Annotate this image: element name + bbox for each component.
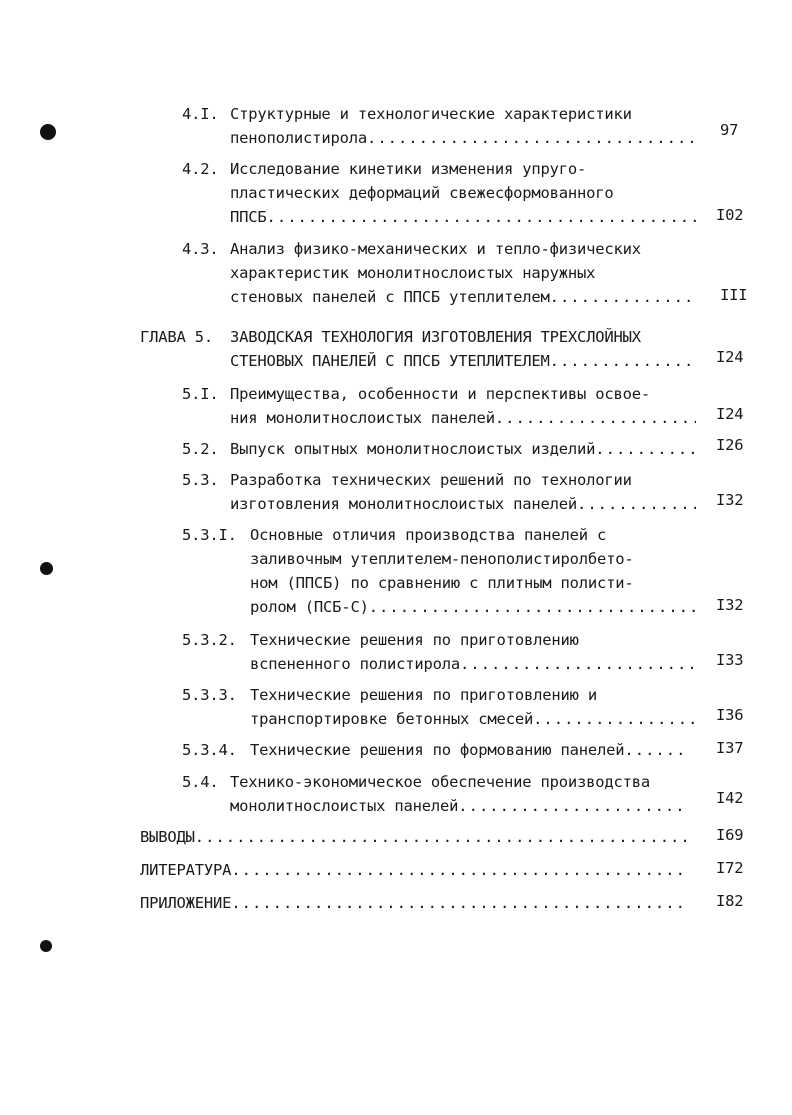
toc-entry-number: 4.I. xyxy=(182,105,219,123)
leader-dots xyxy=(595,437,696,461)
toc-entry-page: I72 xyxy=(716,859,744,877)
toc-entry-title-line: транспортировке бетонных смесей xyxy=(250,710,534,728)
toc-entry-title-line: вспененного полистирола xyxy=(250,655,461,673)
toc-entry-page: I32 xyxy=(716,491,744,509)
toc-entry-page: I36 xyxy=(716,706,744,724)
toc-entry-title-line: пенополистирола xyxy=(230,129,367,147)
toc-entry-title-line: ЗАВОДСКАЯ ТЕХНОЛОГИЯ ИЗГОТОВЛЕНИЯ ТРЕХСЛОЙНЫХ xyxy=(230,328,641,346)
toc-entry-page: III xyxy=(720,286,748,304)
toc-entry-number: 5.3. xyxy=(182,471,219,489)
leader-dots xyxy=(267,205,696,229)
toc-entry-number: 5.3.I. xyxy=(182,526,237,544)
toc-entry-number: 5.3.3. xyxy=(182,686,237,704)
leader-dots xyxy=(460,652,696,676)
toc-entry-title-line: ВЫВОДЫ xyxy=(140,828,195,846)
binder-hole-top xyxy=(40,124,56,140)
leader-dots xyxy=(458,794,686,818)
toc-entry-number: 5.3.2. xyxy=(182,631,237,649)
leader-dots xyxy=(367,126,696,150)
toc-entry-title-line: ЛИТЕРАТУРА xyxy=(140,861,232,879)
leader-dots xyxy=(533,707,696,731)
toc-entry-title-line: монолитнослоистых панелей xyxy=(230,797,459,815)
toc-entry-page: I24 xyxy=(716,348,744,366)
toc-entry-page: I32 xyxy=(716,596,744,614)
toc-chapter-number: ГЛАВА 5. xyxy=(140,328,214,346)
toc-entry-title-line: Технические решения по приготовлению xyxy=(250,631,579,649)
toc-entry-title-line: Структурные и технологические характеристики xyxy=(230,105,632,123)
toc-entry-title-line: ном (ППСБ) по сравнению с плитным полисти- xyxy=(250,574,634,592)
toc-entry-title-line: Преимущества, особенности и перспективы освое- xyxy=(230,385,651,403)
toc-entry-page: 97 xyxy=(720,121,739,139)
toc-entry-title-line: изготовления монолитнослоистых панелей xyxy=(230,495,578,513)
toc-entry-number: 5.I. xyxy=(182,385,219,403)
toc-entry-page: I02 xyxy=(716,206,744,224)
toc-entry-page: I42 xyxy=(716,789,744,807)
leader-dots xyxy=(550,285,696,309)
leader-dots xyxy=(231,858,686,882)
toc-entry-title-line: ППСБ xyxy=(230,208,267,226)
toc-entry-title-line: СТЕНОВЫХ ПАНЕЛЕЙ С ППСБ УТЕПЛИТЕЛЕМ xyxy=(230,352,550,370)
toc-entry-number: 5.2. xyxy=(182,440,219,458)
binder-hole-bottom xyxy=(40,940,52,952)
toc-entry-title-line: ПРИЛОЖЕНИЕ xyxy=(140,894,232,912)
toc-entry-number: 5.4. xyxy=(182,773,219,791)
toc-entry-number: 4.3. xyxy=(182,240,219,258)
toc-entry-title-line: Технико-экономическое обеспечение производства xyxy=(230,773,651,791)
leader-dots xyxy=(495,406,696,430)
toc-entry-title-line: ролом (ПСБ-С) xyxy=(250,598,369,616)
toc-entry-title-line: Анализ физико-механических и тепло-физических xyxy=(230,240,641,258)
toc-entry-page: I37 xyxy=(716,739,744,757)
toc-entry-page: I69 xyxy=(716,826,744,844)
leader-dots xyxy=(624,738,686,762)
leader-dots xyxy=(369,595,696,619)
toc-entry-title-line: Технические решения по формованию панелей xyxy=(250,741,625,759)
toc-entry-title-line: пластических деформаций свежесформованного xyxy=(230,184,614,202)
toc-entry-page: I33 xyxy=(716,651,744,669)
toc-entry-title-line: Исследование кинетики изменения упруго- xyxy=(230,160,587,178)
toc-entry-title-line: ния монолитнослоистых панелей xyxy=(230,409,495,427)
toc-entry-title-line: характеристик монолитнослоистых наружных xyxy=(230,264,596,282)
toc-entry-title-line: Разработка технических решений по технологии xyxy=(230,471,632,489)
toc-entry-title-line: Выпуск опытных монолитнослоистых изделий xyxy=(230,440,596,458)
toc-entry-number: 5.3.4. xyxy=(182,741,237,759)
binder-hole-middle xyxy=(40,562,53,575)
toc-entry-title-line: стеновых панелей с ППСБ утеплителем xyxy=(230,288,550,306)
leader-dots xyxy=(577,492,696,516)
toc-entry-page: I24 xyxy=(716,405,744,423)
toc-entry-number: 4.2. xyxy=(182,160,219,178)
toc-entry-title-line: Технические решения по приготовлению и xyxy=(250,686,598,704)
toc-entry-title-line: заливочным утеплителем-пенополистиролбето- xyxy=(250,550,634,568)
toc-entry-title-line: Основные отличия производства панелей с xyxy=(250,526,607,544)
toc-entry-page: I82 xyxy=(716,892,744,910)
leader-dots xyxy=(195,825,686,849)
leader-dots xyxy=(550,349,696,373)
leader-dots xyxy=(231,891,686,915)
toc-entry-page: I26 xyxy=(716,436,744,454)
